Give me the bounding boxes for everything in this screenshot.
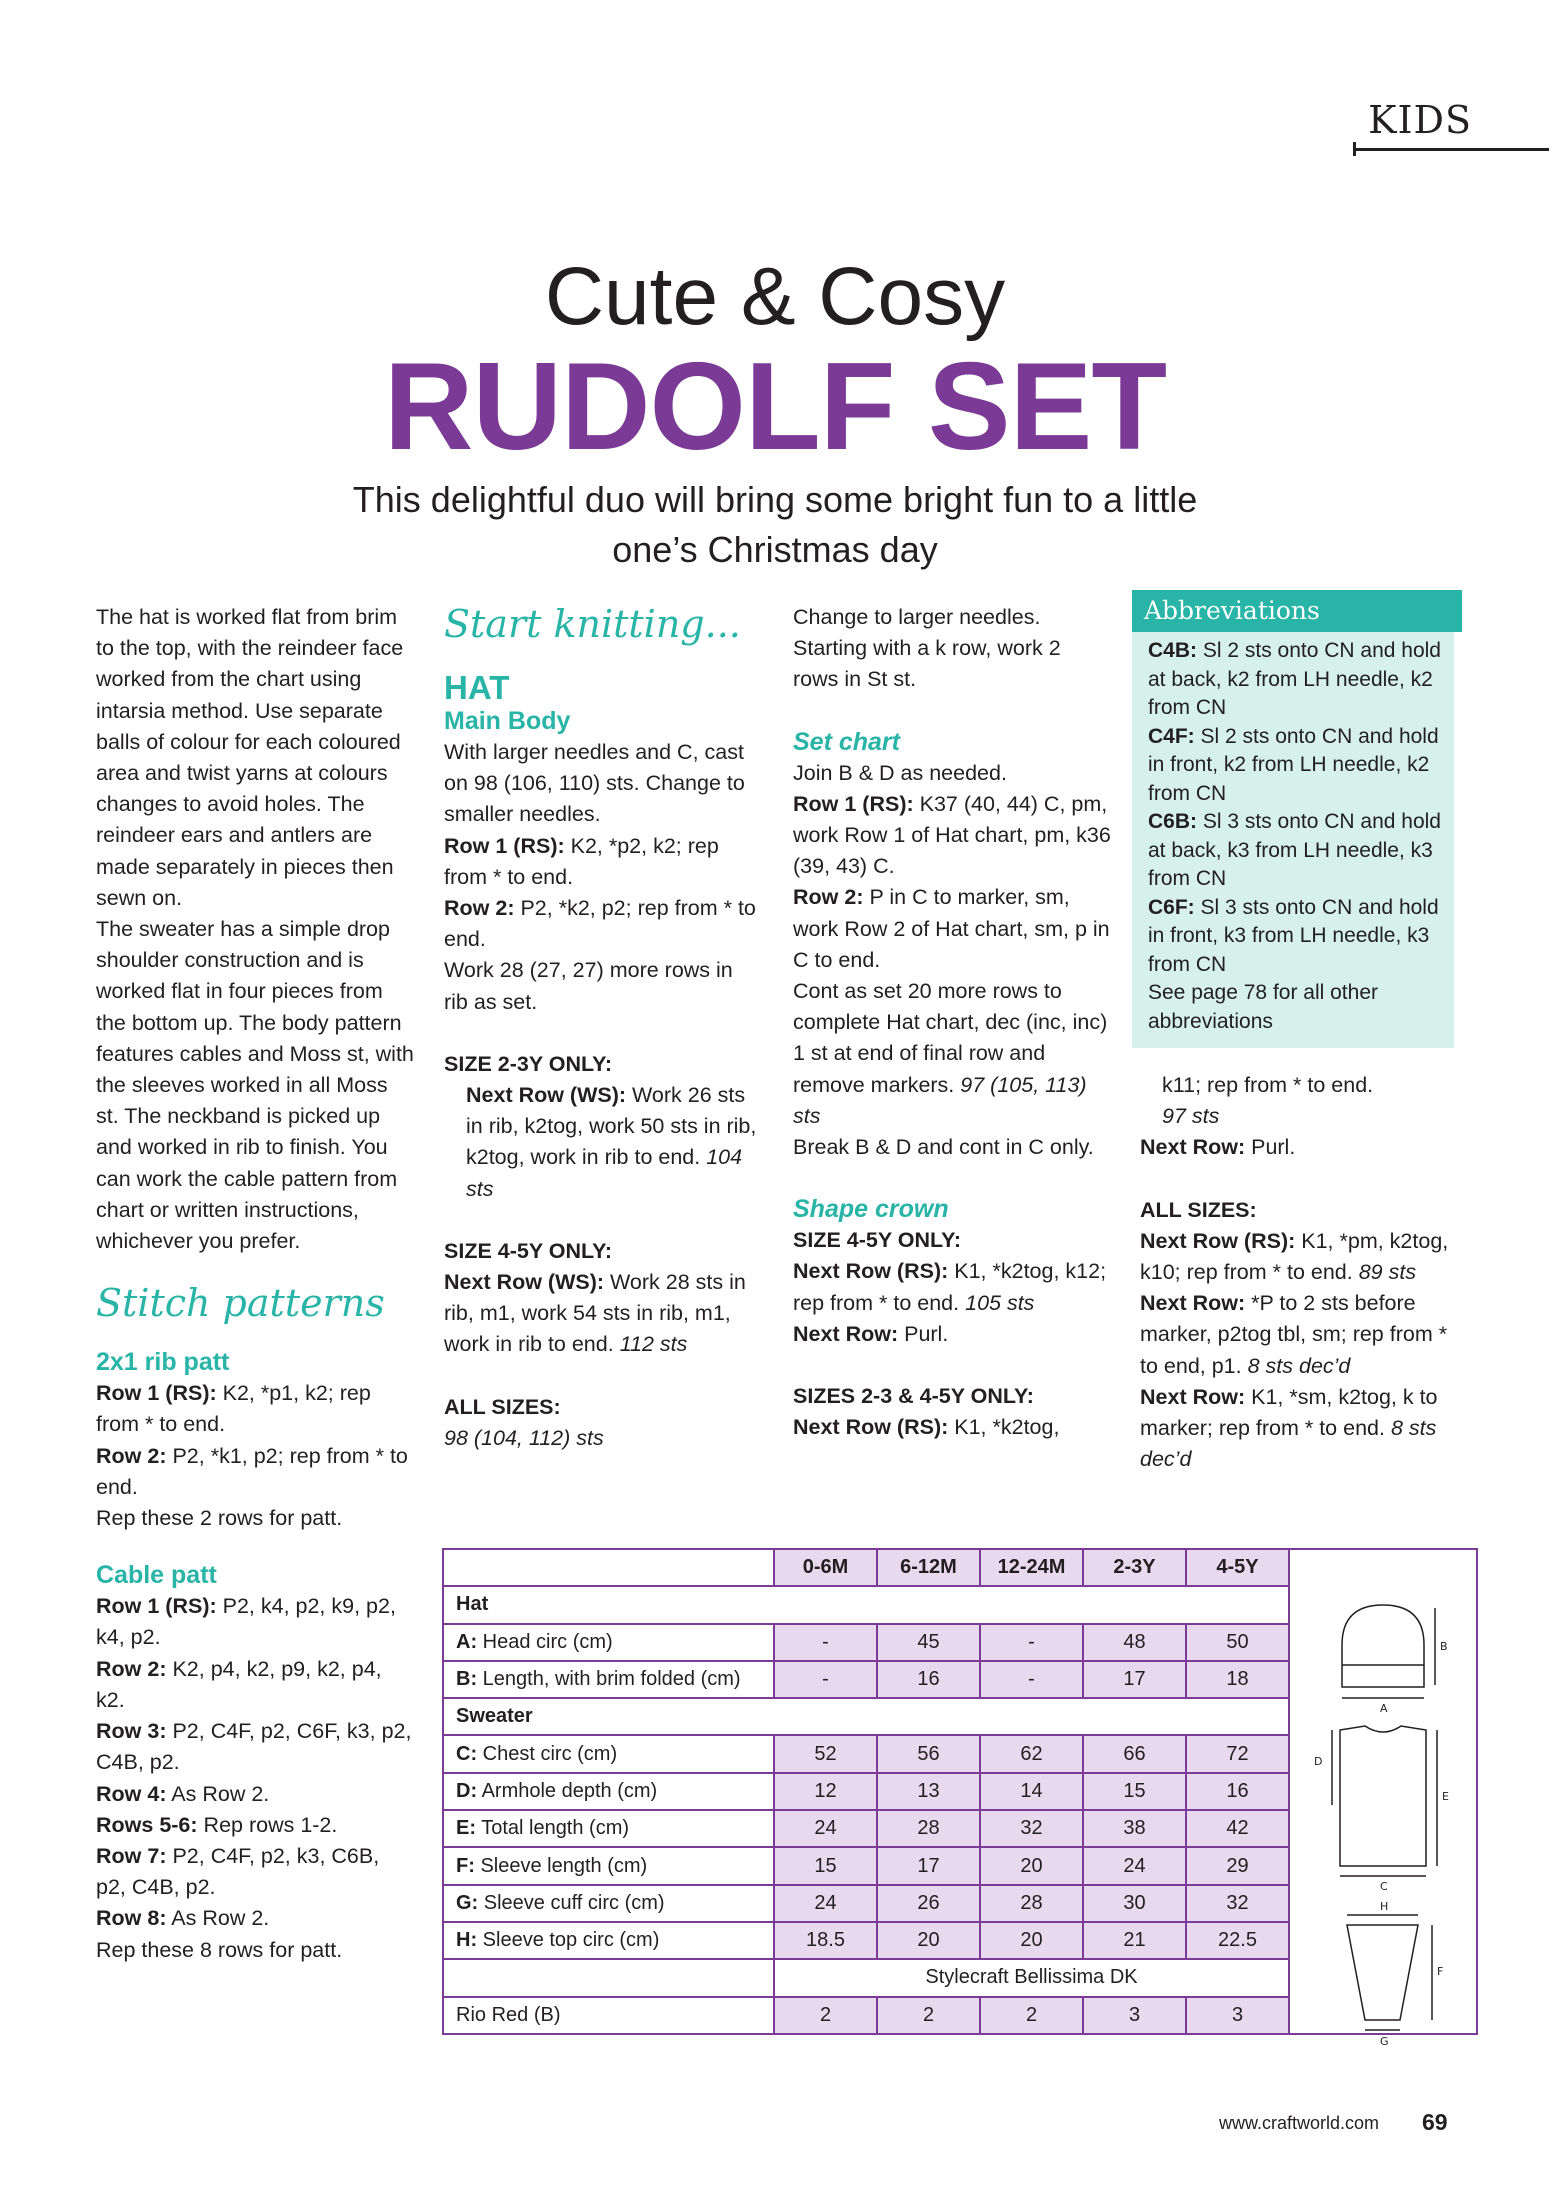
section-rule-tick bbox=[1353, 142, 1356, 156]
row-label: D: Armhole depth (cm) bbox=[443, 1773, 774, 1810]
size-header: 2-3Y bbox=[1083, 1549, 1186, 1586]
table-cell: 17 bbox=[1083, 1661, 1186, 1698]
table-cell: 14 bbox=[980, 1773, 1083, 1810]
table-cell: 30 bbox=[1083, 1885, 1186, 1922]
intro-paragraph: The sweater has a simple drop shoulder construction and is worked flat in four pieces from the bottom up. The body pattern features cables and Moss st, with the sleeves worked in all Moss st. The neckband is picked up and worked in rib to finish. You can work the cable pattern from chart or written instructions, whichever you prefer. bbox=[96, 917, 414, 1254]
standfirst: This delightful duo will bring some bright fun to a little one’s Christmas day bbox=[352, 479, 1198, 570]
abbreviation-item: C4B: Sl 2 sts onto CN and hold at back, k2 from LH needle, k2 from CN bbox=[1148, 639, 1441, 719]
abbreviation-item: C4F: Sl 2 sts onto CN and hold in front, k2 from LH needle, k2 from CN bbox=[1148, 724, 1439, 805]
table-cell: 20 bbox=[877, 1922, 980, 1959]
size-45-row: Next Row (WS): Work 28 sts in rib, m1, work 54 sts in rib, m1, work in rib to end. 112 sts bbox=[444, 1270, 746, 1357]
join-text: Join B & D as needed. bbox=[793, 760, 1007, 785]
table-cell: 18.5 bbox=[774, 1922, 877, 1959]
sizes-heading: SIZES 2-3 & 4-5Y ONLY: bbox=[793, 1384, 1034, 1409]
crown-row-cont: k11; rep from * to end. 97 sts bbox=[1162, 1073, 1374, 1129]
rib-patt-heading: 2x1 rib patt bbox=[96, 1348, 230, 1377]
cable-row: Row 1 (RS): P2, k4, p2, k9, p2, k4, p2. bbox=[96, 1594, 396, 1650]
column-3 bbox=[793, 602, 1111, 1443]
table-cell: 17 bbox=[877, 1847, 980, 1884]
article-title: RUDOLF SET bbox=[383, 338, 1167, 476]
hat-row: Row 2: P2, *k2, p2; rep from * to end. bbox=[444, 896, 756, 952]
table-cell: 18 bbox=[1186, 1661, 1289, 1698]
size-header-row bbox=[443, 1549, 1477, 1586]
abbreviations-note: See page 78 for all other abbreviations bbox=[1148, 981, 1378, 1033]
size-23-row: Next Row (WS): Work 26 sts in rib, k2tog, work 50 sts in rib, k2tog, work in rib to end. 104 sts bbox=[466, 1083, 757, 1201]
row-label: E: Total length (cm) bbox=[443, 1810, 774, 1847]
table-cell: 15 bbox=[774, 1847, 877, 1884]
table-cell: 3 bbox=[1186, 1997, 1289, 2034]
table-cell: 24 bbox=[1083, 1847, 1186, 1884]
size-header: 6-12M bbox=[877, 1549, 980, 1586]
cable-row: Row 7: P2, C4F, p2, k3, C6B, p2, C4B, p2. bbox=[96, 1843, 380, 1900]
column-4 bbox=[1140, 1070, 1458, 1475]
table-cell: 32 bbox=[1186, 1885, 1289, 1922]
table-cell: 24 bbox=[774, 1810, 877, 1847]
cable-patt-heading: Cable patt bbox=[96, 1561, 217, 1590]
table-cell: 15 bbox=[1083, 1773, 1186, 1810]
work-more: Work 28 (27, 27) more rows in rib as set. bbox=[444, 958, 733, 1014]
rib-repeat: Rep these 2 rows for patt. bbox=[96, 1506, 343, 1531]
table-cell: 20 bbox=[980, 1847, 1083, 1884]
abbreviations-list bbox=[1148, 637, 1448, 1036]
crown-row: Next Row: Purl. bbox=[793, 1321, 949, 1346]
table-cell: 21 bbox=[1083, 1922, 1186, 1959]
diagram-label-d: D bbox=[1314, 1755, 1323, 1768]
yarn-blank bbox=[443, 1959, 774, 1996]
table-cell: 38 bbox=[1083, 1810, 1186, 1847]
crown-row: Next Row: Purl. bbox=[1140, 1135, 1296, 1160]
shape-crown-heading: Shape crown bbox=[793, 1195, 949, 1224]
break-text: Break B & D and cont in C only. bbox=[793, 1135, 1094, 1160]
diagram-label-f: F bbox=[1437, 1965, 1444, 1978]
table-cell: 29 bbox=[1186, 1847, 1289, 1884]
cont-text: Cont as set 20 more rows to complete Hat chart, dec (inc, inc) 1 st at end of final row and remove markers. 97 (105, 113) sts bbox=[793, 979, 1108, 1128]
cable-row: Row 8: As Row 2. bbox=[96, 1906, 270, 1931]
cable-row: Row 3: P2, C4F, p2, C6F, k3, p2, C4B, p2. bbox=[96, 1719, 412, 1775]
hat-section-heading: Hat bbox=[443, 1586, 1289, 1623]
table-cell: - bbox=[774, 1661, 877, 1698]
column-2 bbox=[444, 602, 762, 1454]
row-label: A: Head circ (cm) bbox=[443, 1624, 774, 1661]
table-cell: 66 bbox=[1083, 1735, 1186, 1772]
diagram-label-h: H bbox=[1380, 1900, 1389, 1913]
stitch-patterns-heading: Stitch patterns bbox=[96, 1281, 385, 1326]
sweater-section-heading: Sweater bbox=[443, 1698, 1289, 1735]
cable-row: Row 4: As Row 2. bbox=[96, 1781, 270, 1806]
rib-row: Row 1 (RS): K2, *p1, k2; rep from * to end. bbox=[96, 1381, 371, 1437]
rib-row: Row 2: P2, *k1, p2; rep from * to end. bbox=[96, 1443, 408, 1499]
table-cell: 2 bbox=[980, 1997, 1083, 2034]
size-header: 12-24M bbox=[980, 1549, 1083, 1586]
table-cell: 45 bbox=[877, 1624, 980, 1661]
row-label: H: Sleeve top circ (cm) bbox=[443, 1922, 774, 1959]
table-cell: 12 bbox=[774, 1773, 877, 1810]
size-23-heading: SIZE 2-3Y ONLY: bbox=[444, 1051, 613, 1076]
crown-row: Next Row (RS): K1, *k2tog, k12; rep from * to end. 105 sts bbox=[793, 1259, 1107, 1315]
page-number: 69 bbox=[1422, 2109, 1448, 2135]
row-label: C: Chest circ (cm) bbox=[443, 1735, 774, 1772]
row-label: G: Sleeve cuff circ (cm) bbox=[443, 1885, 774, 1922]
size-45-heading: SIZE 4-5Y ONLY: bbox=[444, 1238, 613, 1263]
table-cell: 28 bbox=[980, 1885, 1083, 1922]
chart-row: Row 2: P in C to marker, sm, work Row 2 of Hat chart, sm, p in C to end. bbox=[793, 885, 1110, 972]
table-cell: 13 bbox=[877, 1773, 980, 1810]
table-cell: 32 bbox=[980, 1810, 1083, 1847]
yarn-heading: Stylecraft Bellissima DK bbox=[774, 1959, 1289, 1996]
table-cell: 2 bbox=[877, 1997, 980, 2034]
diagram-label-g: G bbox=[1380, 2035, 1389, 2048]
all-sizes-count: 98 (104, 112) sts bbox=[444, 1425, 604, 1450]
crown-row: Next Row (RS): K1, *pm, k2tog, k10; rep from * to end. 89 sts bbox=[1140, 1228, 1449, 1285]
hat-row: Row 1 (RS): K2, *p2, k2; rep from * to end. bbox=[444, 833, 719, 889]
table-cell: 72 bbox=[1186, 1735, 1289, 1772]
sleeve-shape bbox=[1347, 1925, 1418, 2020]
table-cell: 42 bbox=[1186, 1810, 1289, 1847]
main-body-heading: Main Body bbox=[444, 707, 571, 735]
section-rule bbox=[1353, 148, 1549, 151]
crown-row: Next Row: K1, *sm, k2tog, k to marker; rep from * to end. 8 sts dec’d bbox=[1140, 1384, 1438, 1472]
table-cell: 16 bbox=[877, 1661, 980, 1698]
change-needles: Change to larger needles. Starting with a k row, work 2 rows in St st. bbox=[793, 605, 1061, 692]
cable-row: Rows 5-6: Rep rows 1-2. bbox=[96, 1812, 338, 1837]
intro-paragraph: The hat is worked flat from brim to the top, with the reindeer face worked from the chart using intarsia method. Use separate balls of colour for each coloured area and twist yarns at colours changes to avoid holes. The reindeer ears and antlers are made separately in pieces then sewn on. bbox=[96, 605, 404, 910]
diagram-label-c: C bbox=[1380, 1880, 1388, 1893]
section-tag: KIDS bbox=[1368, 98, 1472, 142]
row-label: B: Length, with brim folded (cm) bbox=[443, 1661, 774, 1698]
set-chart-heading: Set chart bbox=[793, 727, 900, 756]
abbreviation-item: C6F: Sl 3 sts onto CN and hold in front, k3 from LH needle, k3 from CN bbox=[1148, 895, 1439, 976]
table-cell: 52 bbox=[774, 1735, 877, 1772]
hat-heading: HAT bbox=[444, 669, 510, 706]
abbreviations-heading: Abbreviations bbox=[1132, 590, 1462, 632]
diagram-label-a: A bbox=[1380, 1702, 1388, 1715]
table-cell: 3 bbox=[1083, 1997, 1186, 2034]
table-cell: 16 bbox=[1186, 1773, 1289, 1810]
table-cell: 24 bbox=[774, 1885, 877, 1922]
row-label: F: Sleeve length (cm) bbox=[443, 1847, 774, 1884]
size-header: 4-5Y bbox=[1186, 1549, 1289, 1586]
table-cell: - bbox=[980, 1624, 1083, 1661]
table-cell: 28 bbox=[877, 1810, 980, 1847]
table-cell: - bbox=[980, 1661, 1083, 1698]
crown-row: Next Row (RS): K1, *k2tog, bbox=[793, 1415, 1060, 1440]
chart-row: Row 1 (RS): K37 (40, 44) C, pm, work Row 1 of Hat chart, pm, k36 (39, 43) C. bbox=[793, 791, 1111, 879]
footer-url: www.craftworld.com bbox=[1219, 2113, 1380, 2133]
sweater-shape bbox=[1340, 1726, 1426, 1866]
all-sizes-heading: ALL SIZES: bbox=[1140, 1197, 1257, 1222]
article-subtitle: Cute & Cosy bbox=[544, 251, 1006, 342]
size-header: 0-6M bbox=[774, 1549, 877, 1586]
table-cell: 62 bbox=[980, 1735, 1083, 1772]
table-cell: 26 bbox=[877, 1885, 980, 1922]
diagram-cell bbox=[1289, 1549, 1477, 2048]
table-cell: 22.5 bbox=[1186, 1922, 1289, 1959]
table-cell: 2 bbox=[774, 1997, 877, 2034]
diagram-label-e: E bbox=[1442, 1790, 1449, 1803]
table-cell: 20 bbox=[980, 1922, 1083, 1959]
garment-diagram bbox=[1290, 1550, 1476, 2070]
main-body-text: With larger needles and C, cast on 98 (106, 110) sts. Change to smaller needles. bbox=[444, 740, 745, 827]
size-table bbox=[442, 1548, 1478, 2048]
all-sizes-heading: ALL SIZES: bbox=[444, 1394, 561, 1419]
crown-row: Next Row: *P to 2 sts before marker, p2tog tbl, sm; rep from * to end, p1. 8 sts dec’d bbox=[1140, 1291, 1448, 1378]
table-cell: 56 bbox=[877, 1735, 980, 1772]
start-knitting-heading: Start knitting... bbox=[444, 602, 741, 646]
table-cell: 50 bbox=[1186, 1624, 1289, 1661]
diagram-label-b: B bbox=[1440, 1640, 1448, 1653]
table-cell: - bbox=[774, 1624, 877, 1661]
cable-repeat: Rep these 8 rows for patt. bbox=[96, 1937, 343, 1962]
header-blank bbox=[443, 1549, 774, 1586]
abbreviation-item: C6B: Sl 3 sts onto CN and hold at back, k3 from LH needle, k3 from CN bbox=[1148, 810, 1441, 890]
table-cell: 48 bbox=[1083, 1624, 1186, 1661]
size-45-heading: SIZE 4-5Y ONLY: bbox=[793, 1228, 962, 1253]
cable-row: Row 2: K2, p4, k2, p9, k2, p4, k2. bbox=[96, 1656, 382, 1712]
row-label: Rio Red (B) bbox=[443, 1997, 774, 2034]
column-1 bbox=[96, 602, 414, 1966]
hat-shape bbox=[1342, 1605, 1424, 1687]
